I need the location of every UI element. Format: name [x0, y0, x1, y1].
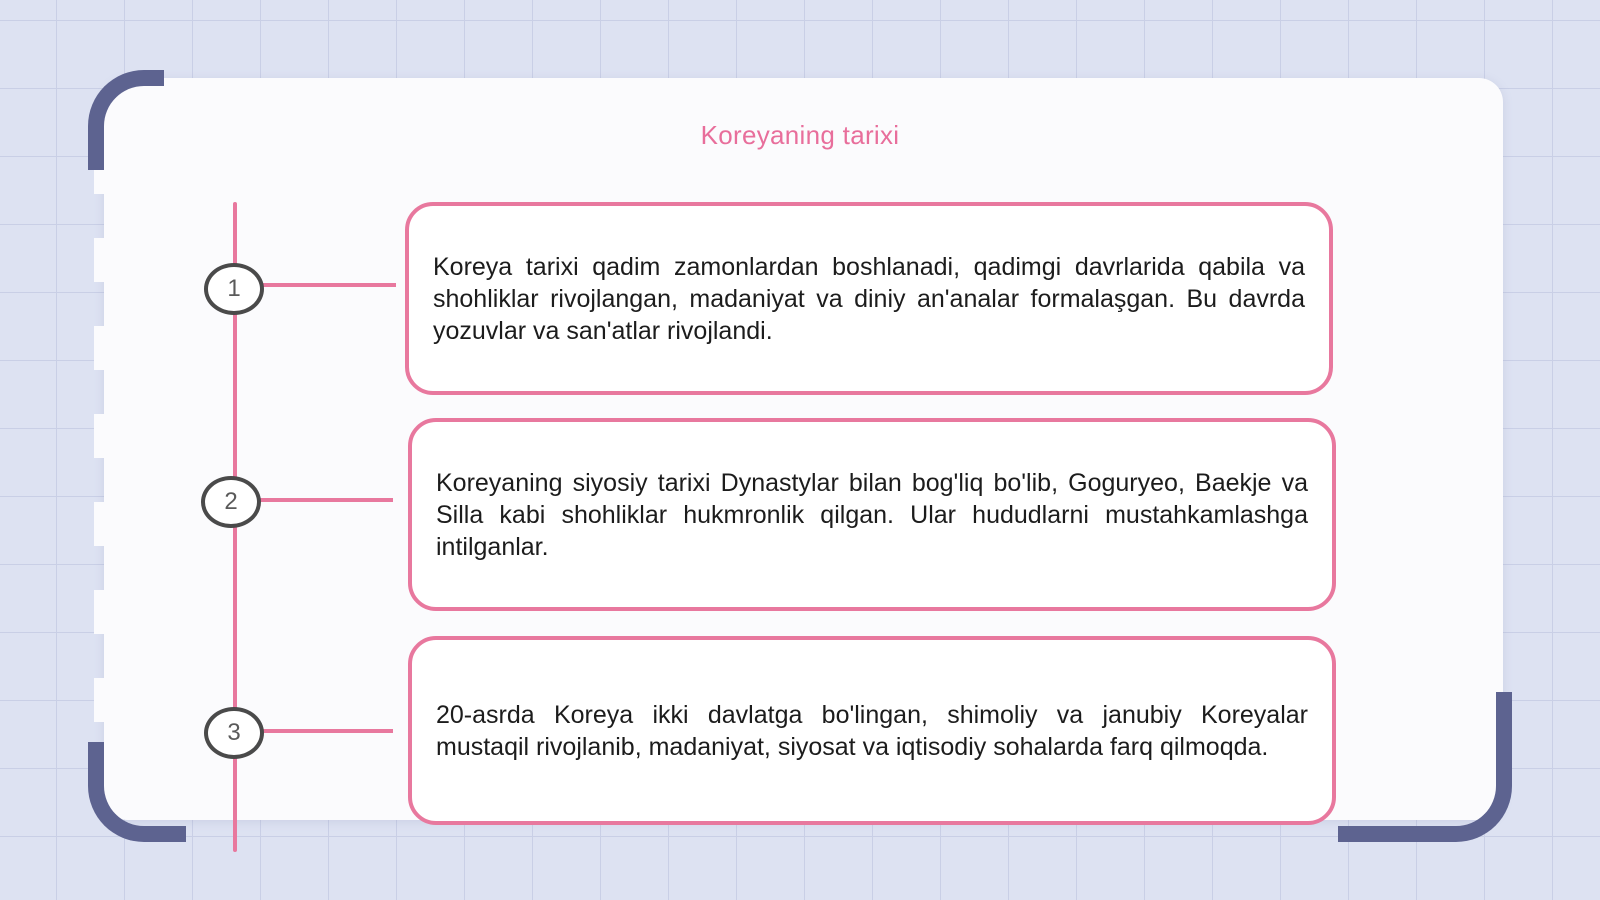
slide-title: Koreyaning tarixi: [700, 120, 900, 150]
timeline-marker-3: 3: [204, 707, 264, 759]
timeline-marker-2: 2: [201, 476, 261, 528]
timeline-item-2-text: Koreyaning siyosiy tarixi Dynastylar bilan bog'liq bo'lib, Goguryeo, Baekje va Silla kabi shohliklar hukmronlik qilgan. Ular hududlarni mustahkamlashga intilganlar.: [436, 468, 1308, 561]
corner-bracket-top-left: [88, 70, 164, 170]
timeline-connector-2: [259, 498, 393, 502]
timeline-item-1-text: Koreya tarixi qadim zamonlardan boshlanadi, qadimgi davrlarida qabila va shohliklar rivojlangan, madaniyat va diniy an'analar formalaşgan. Bu davrda yozuvlar va san'atlar rivojlandi.: [433, 252, 1305, 345]
timeline-item-2: [408, 418, 1336, 611]
timeline-marker-1: 1: [204, 263, 264, 315]
timeline-connector-3: [262, 729, 393, 733]
corner-bracket-bottom-right: [1338, 692, 1512, 842]
corner-bracket-bottom-left: [88, 742, 186, 842]
timeline-item-1: [405, 202, 1333, 395]
timeline-item-3-text: 20-asrda Koreya ikki davlatga bo'lingan, shimoliy va janubiy Koreyalar mustaqil rivojlanib, madaniyat, siyosat va iqtisodiy sohalarda farq qilmoqda.: [436, 700, 1308, 761]
timeline-item-3: [408, 636, 1336, 825]
timeline-connector-1: [262, 283, 396, 287]
